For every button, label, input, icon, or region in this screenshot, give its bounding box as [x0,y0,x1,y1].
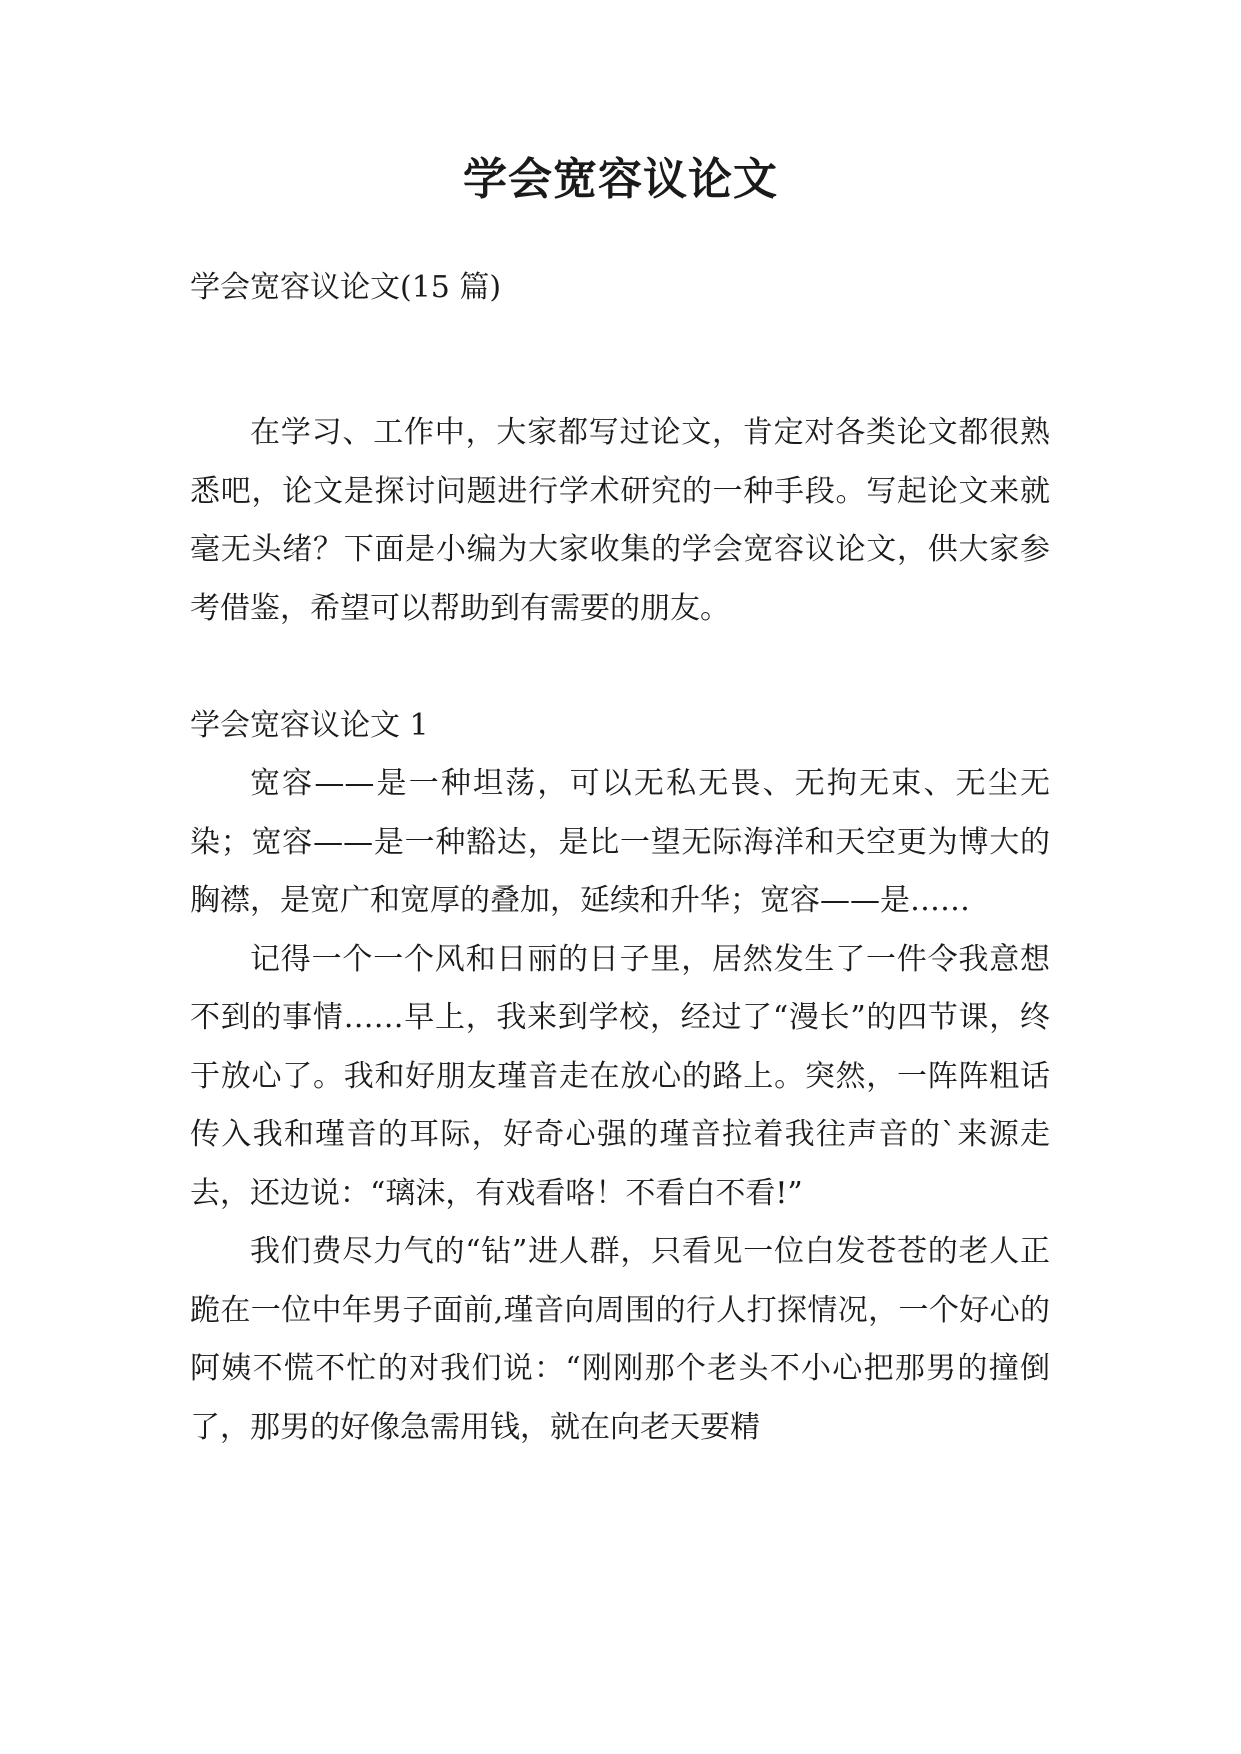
body-paragraph-2: 记得一个一个风和日丽的日子里，居然发生了一件令我意想不到的事情……早上，我来到学校，经过了“漫长”的四节课，终于放心了。我和好朋友瑾音走在放心的路上。突然，一阵阵粗话传入我和瑾音的耳际，好奇心强的瑾音拉着我往声音的`来源走去，还边说：“璃沫，有戏看咯！不看白不看!” [190,941,1050,1211]
document-body [190,404,1050,1457]
paragraph-spacer [190,638,1050,697]
document-subtitle: 学会宽容议论文(15 篇) [190,270,502,305]
body-paragraph-1: 宽容——是一种坦荡，可以无私无畏、无拘无束、无尘无染；宽容——是一种豁达，是比一望无际海洋和天空更为博大的胸襟，是宽广和宽厚的叠加，延续和升华；宽容——是…… [190,766,1050,918]
section-heading: 学会宽容议论文 1 [190,707,429,743]
intro-paragraph: 在学习、工作中，大家都写过论文，肯定对各类论文都很熟悉吧，论文是探讨问题进行学术研究的一种手段。写起论文来就毫无头绪？下面是小编为大家收集的学会宽容议论文，供大家参考借鉴，希望可以帮助到有需要的朋友。 [190,415,1050,626]
body-paragraph-3: 我们费尽力气的“钻”进人群，只看见一位白发苍苍的老人正跪在一位中年男子面前,瑾音向周围的行人打探情况，一个好心的阿姨不慌不忙的对我们说：“刚刚那个老头不小心把那男的撞倒了，那男的好像急需用钱，就在向老天要精 [190,1234,1050,1445]
document-title: 学会宽容议论文 [463,154,778,205]
